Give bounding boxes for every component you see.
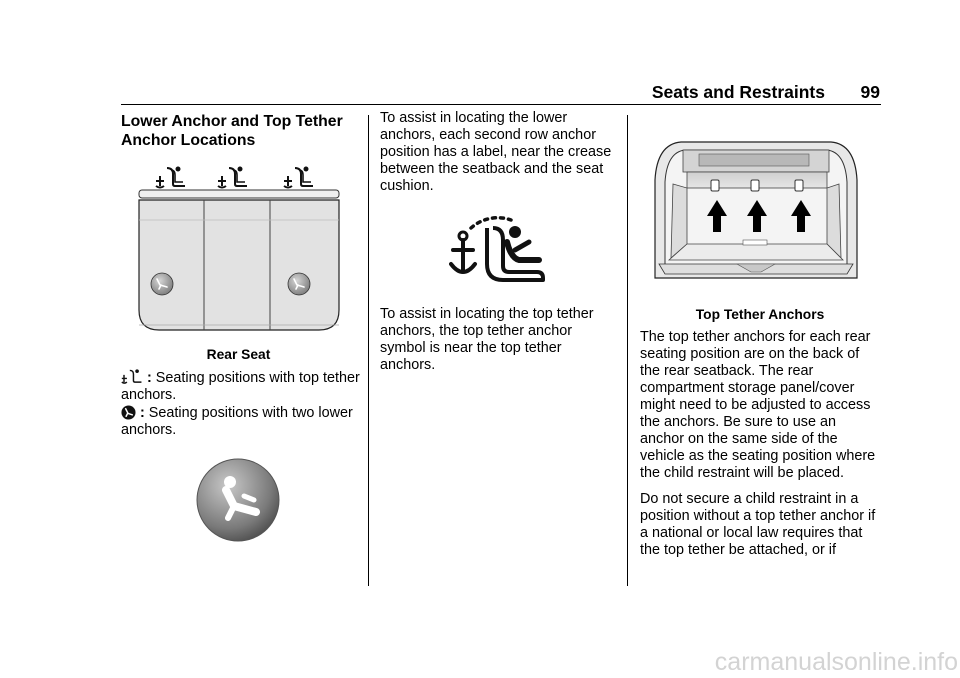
top-tether-symbol-icon [121, 369, 143, 385]
paragraph: Do not secure a child restraint in a position without a top tether anchor if a national or local law requires that the top tether be attached, or if [640, 491, 876, 558]
paragraph: To assist in locating the lower anchors, each second row anchor position has a label, near the crease between the seatback and the seat cushion. [380, 110, 612, 194]
top-tether-anchors-caption: Top Tether Anchors [695, 307, 825, 322]
definition-text: Seating positions with two lower anchors. [121, 405, 353, 438]
paragraph: To assist in locating the top tether anchors, the top tether anchor symbol is near the top tether anchors. [380, 306, 594, 373]
rear-seat-illustration [136, 160, 342, 334]
column-divider-left [368, 115, 369, 586]
top-tether-symbol-icon [156, 167, 185, 188]
page-number: 99 [860, 82, 880, 102]
lower-anchor-label-icon [196, 458, 280, 542]
middle-column-text-1 [380, 110, 620, 204]
header-rule [121, 104, 881, 105]
middle-column-text-2 [380, 306, 620, 383]
definition-text: Seating positions with top tether anchors. [121, 370, 360, 403]
definition-top-tether [121, 369, 361, 404]
lower-anchor-label-icon [288, 273, 310, 295]
lower-anchor-symbol-icon [121, 405, 136, 420]
paragraph: The top tether anchors for each rear seating position are on the back of the rear seatback. The rear compartment storage panel/cover might need to be adjusted to access the anchors. Be sure to use an anchor on the same side of the vehicle as the seating position where the child restraint will be placed. [640, 329, 876, 481]
watermark: carmanualsonline.info [714, 648, 958, 676]
running-header-title: Seats and Restraints [651, 82, 825, 102]
lower-anchor-label-icon [151, 273, 173, 295]
definition-lower-anchor [121, 405, 361, 439]
top-tether-symbol-icon [218, 167, 247, 188]
cargo-area-illustration [651, 140, 861, 280]
top-tether-symbol-icon [284, 167, 313, 188]
rear-seat-caption: Rear Seat [206, 347, 271, 362]
top-tether-symbol-icon [449, 214, 549, 286]
right-column-text [640, 329, 880, 568]
column-divider-right [627, 115, 628, 586]
definition-separator: : [147, 370, 152, 386]
definition-separator: : [140, 405, 145, 421]
section-heading: Lower Anchor and Top Tether Anchor Locations [121, 113, 343, 149]
